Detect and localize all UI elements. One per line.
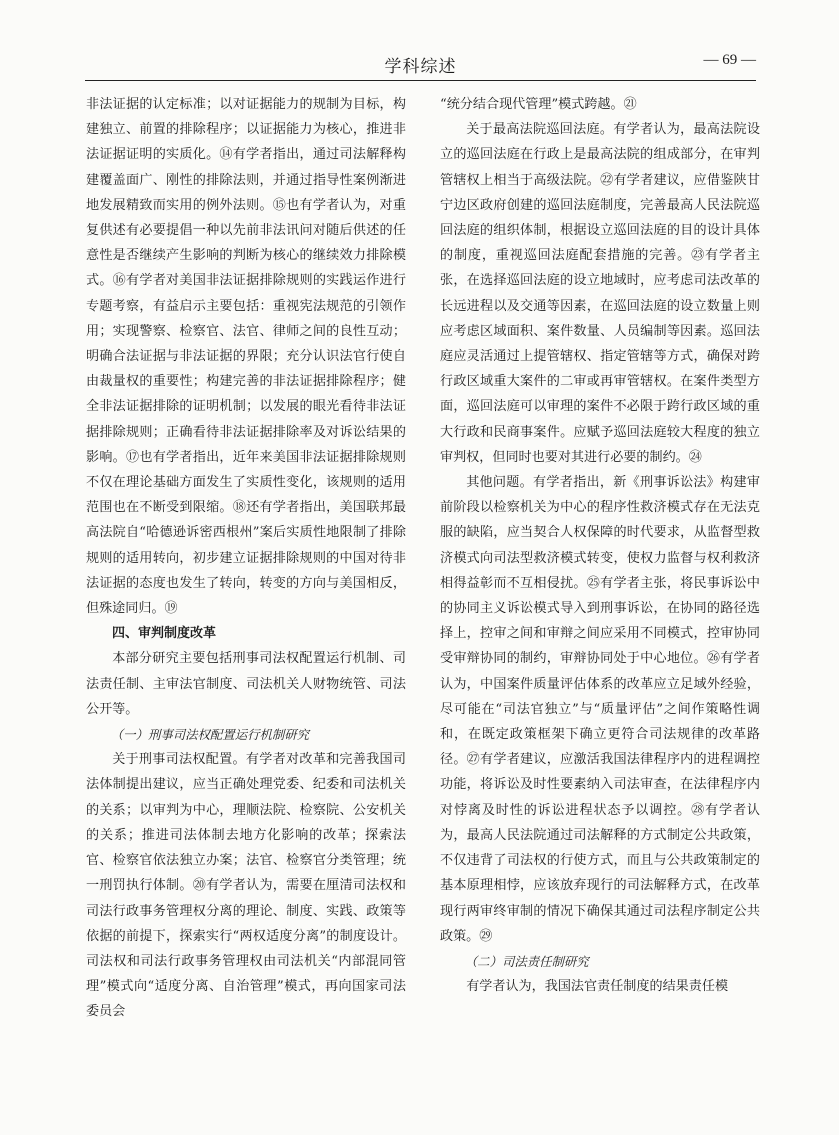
paragraph: 非法证据的认定标准；以对证据能力的规制为目标，构建独立、前置的排除程序；以证据能力为核心，推进非法证据证明的实质化。⑭有学者指出，通过司法解释构建覆盖面广、刚性的排除法则，并通过指导性案例渐进地发展精致而实用的例外法则。⑮也有学者认为，对重复供述有必要提倡一种以先前非法讯问对随后供述的任意性是否继续产生影响的判断为核心的继续效力排除模式。⑯有学者对美国非法证据排除规则的实践运作进行专题考察，有益启示主要包括：重视宪法规范的引领作用；实现警察、检察官、法官、律师之间的良性互动；明确合法证据与非法证据的界限；充分认识法官行使自由裁量权的重要性；构建完善的非法证据排除程序；健全非法证据排除的证明机制；以发展的眼光看待非法证据排除规则；正确看待非法证据排除率及对诉讼结果的影响。⑰也有学者指出，近年来美国非法证据排除规则不仅在理论基础方面发生了实质性变化，该规则的适用范围也在不断受到限缩。⑱还有学者指出，美国联邦最高法院自“哈德逊诉密西根州”案后实质性地限制了排除规则的适用转向，初步建立证据排除规则的中国对待非法证据的态度也发生了转向，转变的方向与美国相反，但殊途同归。⑲	[86, 97, 406, 617]
subsection-heading: （一）刑事司法权配置运行机制研究	[110, 727, 310, 743]
section-title: 学科综述	[384, 57, 457, 77]
paragraph: 关于刑事司法权配置。有学者对改革和完善我国司法体制提出建议，应当正确处理党委、纪委和司法机关的关系；以审判为中心，理顺法院、检察院、公安机关的关系；推进司法体制去地方化影响的改革；探索法官、检察官依法独立办案；法官、检察官分类管理；统一刑罚执行体制。⑳有学者认为，需要在厘清司法权和司法行政事务管理权分离的理论、制度、实践、政策等依据的前提下，探索实行“两权适度分离”的制度设计。司法权和司法行政事务管理权由司法机关“内部混同管理”模式向“适度分离、自治管理”模式，再向国家司法委员会	[86, 752, 406, 1020]
paragraph: “统分结合现代管理”模式跨越。㉑	[440, 97, 637, 112]
paragraph: 其他问题。有学者指出，新《刑事诉讼法》构建审前阶段以检察机关为中心的程序性救济模式存在无法克服的缺陷，应当契合人权保障的时代要求，从监督型救济模式向司法型救济模式转变，使权力监督与权利救济相得益彰而不互相侵扰。㉕有学者主张，将民事诉讼中的协同主义诉讼模式导入到刑事诉讼，在协同的路径选择上，控审之间和审辩之间应采用不同模式，控审协同受审辩协同的制约，审辩协同处于中心地位。㉖有学者认为，中国案件质量评估体系的改革应立足域外经验，尽可能在“司法官独立”与“质量评估”之间作策略性调和，在既定政策框架下确立更符合司法规律的改革路径。㉗有学者建议，应激活我国法律程序内的进程调控功能，将诉讼及时性要素纳入司法审查，在法律程序内对悖离及时性的诉讼进程状态予以调控。㉘有学者认为，最高人民法院通过司法解释的方式制定公共政策，不仅违背了司法权的行使方式，而且与公共政策制定的基本原理相悖，应该放弃现行的司法解释方式，在改革现行两审终审制的情况下确保其通过司法程序制定公共政策。㉙	[440, 475, 760, 944]
subsection-heading: （二）司法责任制研究	[464, 953, 589, 969]
section-heading: 四、审判制度改革	[112, 626, 217, 642]
header-rule	[85, 80, 756, 81]
left-column	[86, 92, 406, 1025]
paragraph: 有学者认为，我国法官责任制度的结果责任模	[466, 979, 729, 995]
running-header	[85, 50, 756, 80]
right-column	[440, 92, 760, 999]
paragraph: 本部分研究主要包括刑事司法权配置运行机制、司法责任制、主审法官制度、司法机关人财物统管、司法公开等。	[86, 651, 406, 717]
paragraph: 关于最高法院巡回法庭。有学者认为，最高法院设立的巡回法庭在行政上是最高法院的组成部分，在审判管辖权上相当于高级法院。㉒有学者建议，应借鉴陕甘宁边区政府创建的巡回法庭制度，完善最高人民法院巡回法庭的组织体制，根据设立巡回法庭的目的设计具体的制度，重视巡回法庭配套措施的完善。㉓有学者主张，在选择巡回法庭的设立地域时，应考虑司法改革的长远进程以及交通等因素，在巡回法庭的设立数量上则应考虑区域面积、案件数量、人员编制等因素。巡回法庭应灵活通过上提管辖权、指定管辖等方式，确保对跨行政区域重大案件的二审或再审管辖权。在案件类型方面，巡回法庭可以审理的案件不必限于跨行政区域的重大行政和民商事案件。应赋予巡回法庭较大程度的独立审判权，但同时也要对其进行必要的制约。㉔	[440, 122, 760, 465]
page-number: — 69 —	[703, 52, 756, 68]
